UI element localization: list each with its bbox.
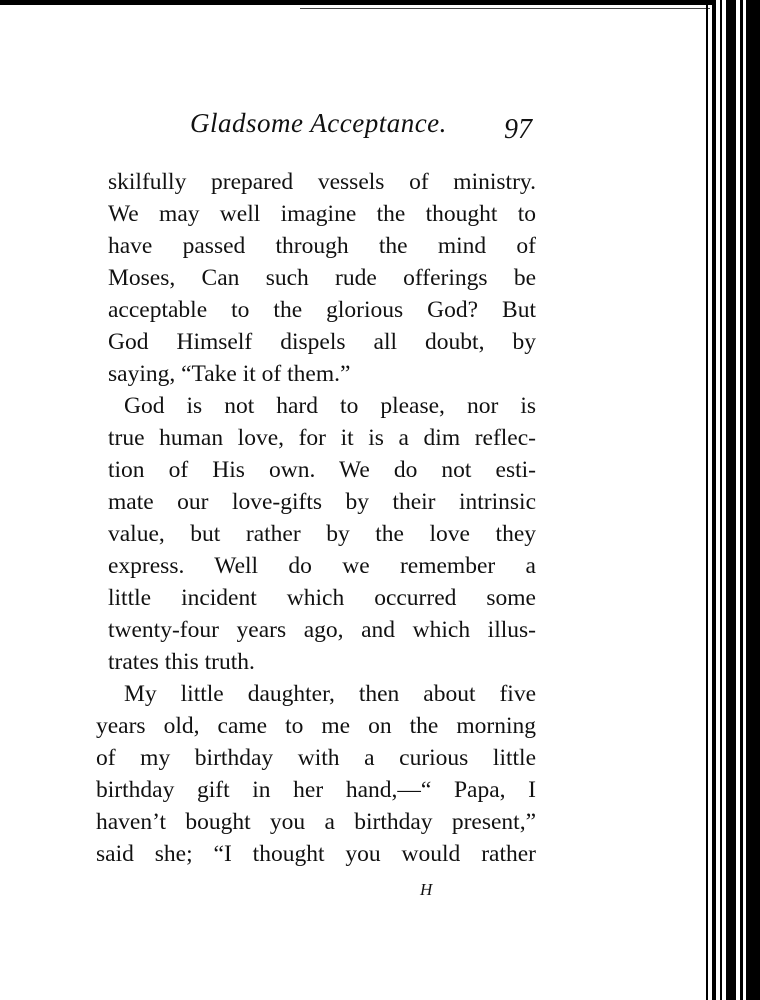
text-line: said she; “I thought you would rather (96, 841, 536, 867)
text-line: tion of His own. We do not esti- (108, 457, 536, 483)
text-line: years old, came to me on the morning (96, 713, 536, 739)
text-line: acceptable to the glorious God? But (108, 297, 536, 323)
text-line: of my birthday with a curious little (96, 745, 536, 771)
text-line: Moses, Can such rude offerings be (108, 265, 536, 291)
text-line: twenty-four years ago, and which illus- (108, 617, 536, 643)
paragraph-first-line: My little daughter, then about five (124, 681, 536, 707)
text-line: little incident which occurred some (108, 585, 536, 611)
text-line: haven’t bought you a birthday present,” (96, 809, 536, 835)
text-line: true human love, for it is a dim reflec- (108, 425, 536, 451)
text-line: have passed through the mind of (108, 233, 536, 259)
text-line: skilfully prepared vessels of ministry. (108, 169, 536, 195)
text-line: God Himself dispels all doubt, by (108, 329, 536, 355)
text-line: express. Well do we remember a (108, 553, 536, 579)
text-line: mate our love-gifts by their intrinsic (108, 489, 536, 515)
top-border-rule (0, 0, 712, 5)
text-line: We may well imagine the thought to (108, 201, 536, 227)
text-line: trates this truth. (108, 649, 255, 675)
text-line: saying, “Take it of them.” (108, 361, 351, 387)
top-thin-rule (300, 8, 710, 9)
paragraph-first-line: God is not hard to please, nor is (124, 393, 536, 419)
running-title: Gladsome Acceptance. (190, 108, 447, 138)
text-line: birthday gift in her hand,—“ Papa, I (96, 777, 536, 803)
book-spine-edge (704, 0, 760, 1000)
text-line: value, but rather by the love they (108, 521, 536, 547)
page-number: 97 (504, 114, 532, 145)
page-header (190, 108, 540, 154)
body-text (96, 166, 536, 870)
signature-mark: H (420, 880, 433, 899)
